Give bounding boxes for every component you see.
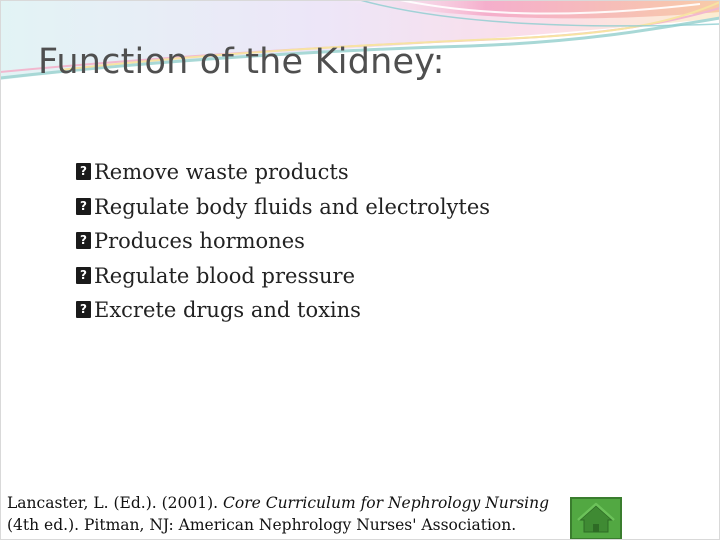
bullet-text: Excrete drugs and toxins — [94, 298, 361, 322]
citation-book-title: Core Curriculum for Nephrology Nursing — [223, 494, 550, 512]
bullet-text: Remove waste products — [94, 160, 349, 184]
citation-line-1 — [7, 492, 549, 514]
list-item — [76, 224, 490, 259]
missing-glyph-icon — [76, 232, 91, 249]
missing-glyph-icon — [76, 163, 91, 180]
citation — [7, 492, 549, 536]
missing-glyph-icon — [76, 267, 91, 284]
home-button[interactable] — [570, 497, 622, 540]
list-item — [76, 155, 490, 190]
missing-glyph-icon — [76, 301, 91, 318]
bullet-list — [76, 155, 490, 328]
citation-authors: Lancaster, L. (Ed.). (2001). — [7, 494, 224, 512]
slide-title: Function of the Kidney: — [38, 42, 445, 82]
bullet-text: Regulate blood pressure — [94, 263, 356, 288]
missing-glyph-icon — [76, 198, 91, 215]
list-item — [76, 190, 490, 225]
list-item — [76, 259, 490, 294]
citation-line-2: (4th ed.). Pitman, NJ: American Nephrology Nurses' Association. — [7, 516, 517, 534]
list-item — [76, 293, 490, 328]
bullet-text: Produces hormones — [94, 229, 305, 253]
home-icon — [572, 499, 620, 538]
bullet-text: Regulate body fluids and electrolytes — [94, 194, 491, 219]
